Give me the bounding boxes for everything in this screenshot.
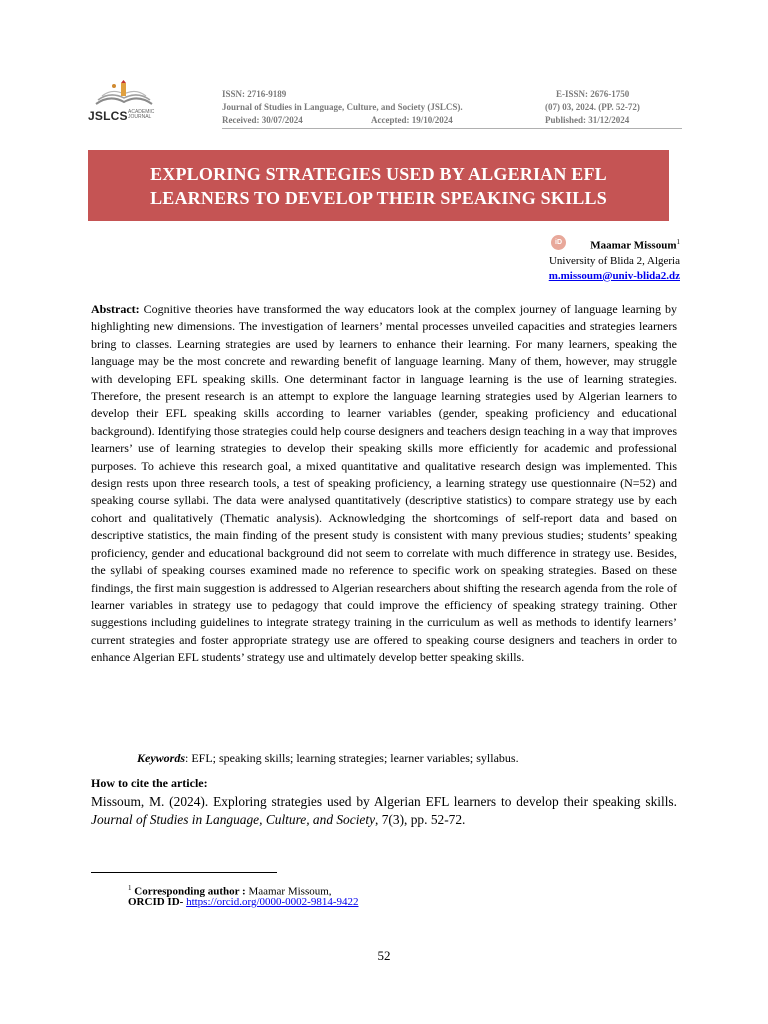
paper-title bbox=[150, 162, 607, 210]
author-email-link[interactable]: m.missoum@univ-blida2.dz bbox=[548, 269, 680, 282]
keywords-text: : EFL; speaking skills; learning strategies; learner variables; syllabus. bbox=[185, 751, 519, 765]
orcid-link[interactable]: https://orcid.org/0000-0002-9814-9422 bbox=[186, 896, 359, 908]
citation-volume: , 7(3), pp. 52-72. bbox=[375, 811, 466, 827]
page-number: 52 bbox=[377, 948, 391, 963]
issue-pages: (07) 03, 2024. (PP. 52-72) bbox=[545, 102, 640, 112]
orcid-label: ORCID ID- bbox=[128, 896, 184, 908]
issn: ISSN: 2716-9189 bbox=[222, 89, 287, 99]
eissn: E-ISSN: 2676-1750 bbox=[556, 89, 630, 99]
orcid-icon[interactable]: iD bbox=[551, 235, 566, 250]
citation-journal: Journal of Studies in Language, Culture, and Society bbox=[91, 811, 376, 827]
title-line-2: LEARNERS TO DEVELOP THEIR SPEAKING SKILLS bbox=[150, 187, 607, 208]
logo-text: JSLCS bbox=[88, 109, 128, 123]
open-book-icon bbox=[88, 80, 160, 110]
title-banner bbox=[88, 150, 669, 221]
received-date: Received: 30/07/2024 bbox=[222, 115, 303, 125]
keywords-label: Keywords bbox=[137, 751, 185, 765]
title-line-1: EXPLORING STRATEGIES USED BY ALGERIAN EFL bbox=[150, 163, 607, 184]
footnote-divider bbox=[91, 872, 277, 873]
author-block bbox=[549, 235, 680, 284]
author-affiliation: University of Blida 2, Algeria bbox=[548, 254, 680, 267]
footnote-label: Corresponding author : bbox=[134, 885, 246, 898]
citation-heading: How to cite the article: bbox=[91, 776, 208, 790]
author-footnote-mark: 1 bbox=[676, 238, 680, 246]
abstract-text: Cognitive theories have transformed the way educators look at the complex journey of language learning by highlighting new dimensions. The investigation of learners’ mental processes unveiled capacities and strategies learners bring to classes. Learning strategies are used by learners to enhance their learning. For many learners, speaking the language may be the most concrete and rewarding benefit of language learning. Many of them, however, may struggle with developing EFL speaking skills. One determinant factor in language learning is the use of learning strategies. Therefore, the present research is an attempt to explore the language learning strategies used by Algerian learners to develop their EFL speaking skills according to learner variables (gender, speaking proficiency and educational background). Identifying those strategies could help course designers and teachers design teaching in a way that improves learners’ use of learning strategies to develop their speaking skills more efficiently for academic and professional purposes. To achieve this research goal, a mixed quantitative and qualitative research design was implemented. This design rests upon three research tools, a test of speaking proficiency, a learning strategy use questionnaire (N=52) and speaking course syllabi. The data were analysed quantitatively (descriptive statistics) to compare strategy use by each cohort and qualitatively (Thematic analysis). Acknowledging the shortcomings of self-report data and based on descriptive statistics, the main finding of the present study is consistent with many previous studies; students’ speaking proficiency, gender and educational background did not seem to correlate with much difference in strategy use. Besides, the syllabi of speaking courses examined made no reference to specific work on speaking strategies. Based on these findings, the first main suggestion is addressed to Algerian researchers about shifting the research agenda from the role of learner variables in strategy use to pedagogy that could improve the efficiency of speaking strategy training. Other suggestions including guidelines to integrate strategy training in the curriculum as well as methods to identify learners’ current strategies and foster appropriate strategy use are offered to speaking course designers and teachers in order to enhance Algerian EFL students’ strategy use and ultimately develop better speaking skills. bbox=[91, 302, 677, 665]
keywords bbox=[137, 750, 519, 767]
accepted-date: Accepted: 19/10/2024 bbox=[371, 115, 453, 125]
logo-subtitle: ACADEMIC JOURNAL bbox=[128, 109, 155, 120]
journal-logo bbox=[88, 80, 160, 126]
citation-text bbox=[91, 793, 677, 828]
citation-authors-title: Missoum, M. (2024). Exploring strategies used by Algerian EFL learners to develop their speaking skills. bbox=[91, 794, 677, 809]
abstract-label: Abstract: bbox=[91, 302, 140, 316]
footnote-orcid bbox=[128, 895, 359, 909]
author-name: Maamar Missoum bbox=[590, 239, 677, 252]
abstract bbox=[91, 301, 677, 667]
header-divider bbox=[222, 128, 682, 129]
footnote-author: Maamar Missoum, bbox=[245, 885, 332, 898]
journal-name: Journal of Studies in Language, Culture, and Society (JSLCS). bbox=[222, 102, 463, 112]
published-date: Published: 31/12/2024 bbox=[545, 115, 630, 125]
footnote-mark: 1 bbox=[128, 884, 132, 892]
